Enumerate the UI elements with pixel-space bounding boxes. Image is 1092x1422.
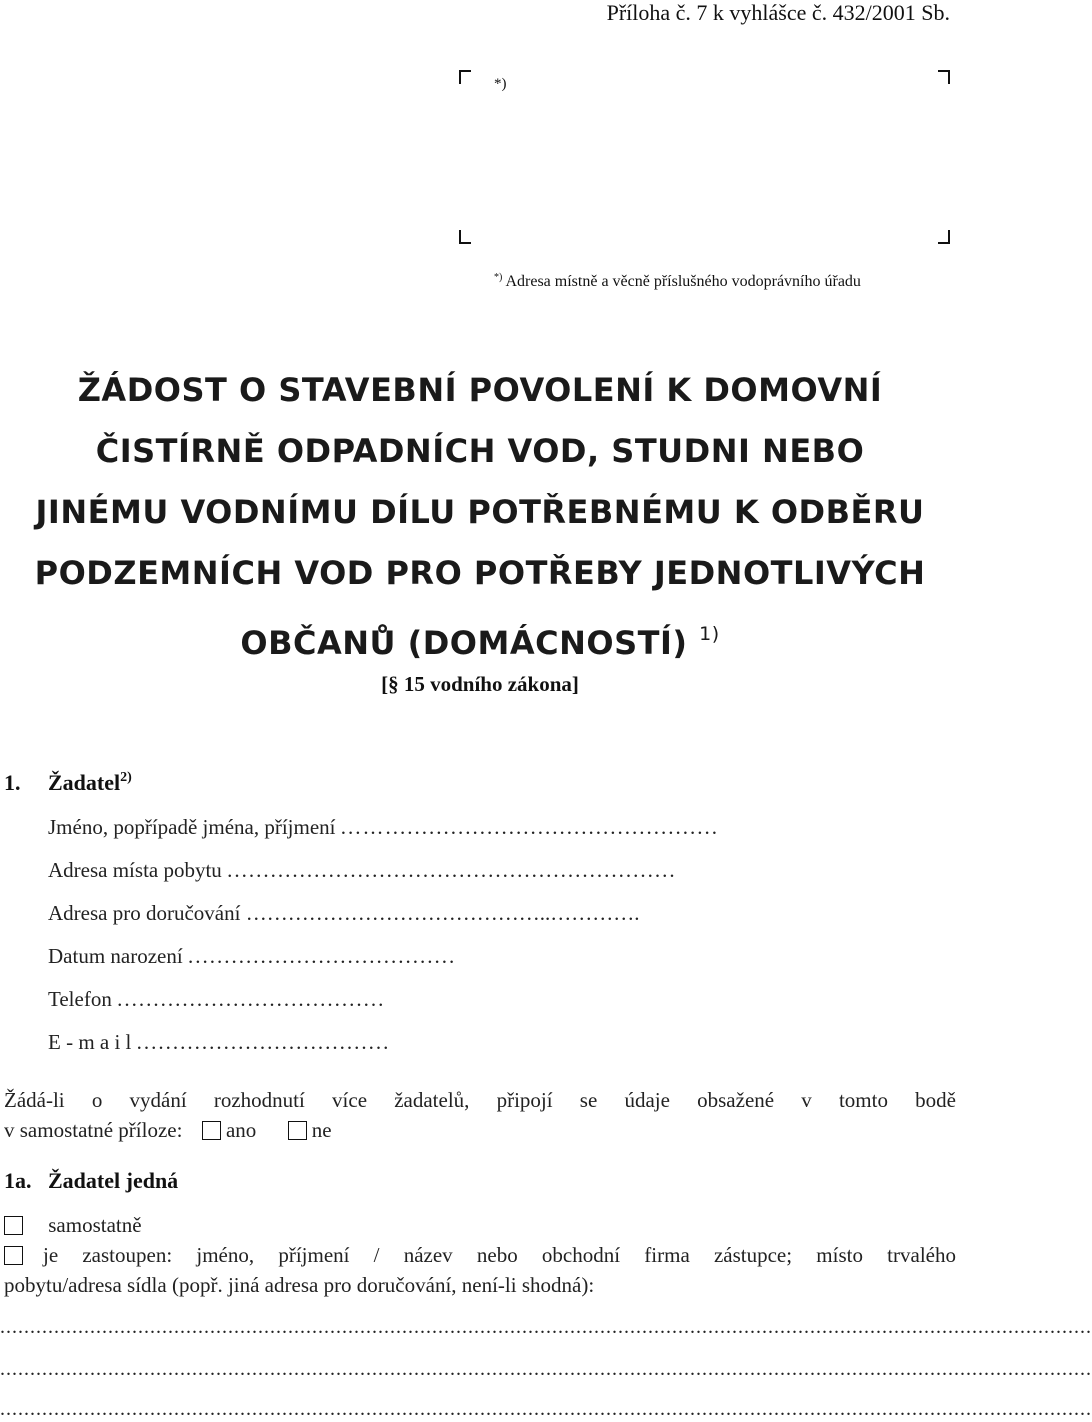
section-number: 1. xyxy=(4,770,21,795)
phone-dots: ..................................... xyxy=(117,987,386,1011)
residence-address-field[interactable] xyxy=(48,858,677,883)
section-title: Žadatel xyxy=(48,770,121,795)
represented-label: je zastoupen: jméno, příjmení / název nebo obchodní firma zástupce; místo trvalého xyxy=(43,1243,956,1267)
address-footnote-mark: *) xyxy=(494,272,503,283)
birth-label: Datum narození xyxy=(48,944,183,968)
separate-annex-label: v samostatné příloze: xyxy=(4,1118,183,1142)
residence-dots: .............................................................. xyxy=(227,858,677,882)
no-label: ne xyxy=(311,1118,332,1142)
annex-label: Příloha č. 7 k vyhlášce č. 432/2001 Sb. xyxy=(606,0,950,25)
represented-label-continued: pobytu/adresa sídla (popř. jiná adresa pro doručování, není-li shodná): xyxy=(4,1273,595,1297)
phone-label: Telefon xyxy=(48,987,112,1011)
acts-alone-label: samostatně xyxy=(48,1213,142,1237)
form-title-line: ŽÁDOST O STAVEBNÍ POVOLENÍ K DOMOVNÍ xyxy=(77,371,883,409)
delivery-dots: ……………………………………..…………. xyxy=(245,901,640,925)
name-label: Jméno, popřípadě jména, příjmení xyxy=(48,815,336,839)
form-title-line-text: OBČANŮ (DOMÁCNOSTÍ) xyxy=(240,624,688,662)
section-number: 1a. xyxy=(4,1168,32,1193)
section-1a-heading xyxy=(4,1168,178,1194)
represented-option xyxy=(4,1240,956,1270)
acts-alone-option xyxy=(4,1210,956,1240)
address-frame-corner-top-left xyxy=(459,70,471,84)
address-footnote xyxy=(494,272,861,291)
address-frame-corner-top-right xyxy=(938,70,950,84)
section-1-heading xyxy=(4,770,132,796)
multiple-applicants-note: Žádá-li o vydání rozhodnutí více žadatelů, připojí se údaje obsažené v tomto bodě xyxy=(4,1088,956,1112)
birth-dots: ..................................... xyxy=(187,944,457,968)
form-title xyxy=(0,360,960,674)
address-star-mark: *) xyxy=(494,76,507,92)
form-title-footnote-mark: 1) xyxy=(699,623,720,645)
yes-label: ano xyxy=(225,1118,257,1142)
delivery-address-field[interactable] xyxy=(48,901,639,926)
residence-label: Adresa místa pobytu xyxy=(48,858,222,882)
birth-date-field[interactable] xyxy=(48,944,456,969)
email-label: E - m a i l xyxy=(48,1030,132,1054)
form-title-line: ČISTÍRNĚ ODPADNÍCH VOD, STUDNI NEBO xyxy=(95,432,865,470)
multiple-applicants-options xyxy=(4,1115,956,1145)
address-frame-corner-bottom-left xyxy=(459,230,471,244)
address-frame-corner-bottom-right xyxy=(938,230,950,244)
name-dots: ...….............................................. xyxy=(340,815,720,839)
acts-alone-checkbox[interactable] xyxy=(4,1216,23,1235)
email-field[interactable] xyxy=(48,1030,390,1055)
address-footnote-text: Adresa místně a věcně příslušného vodoprávního úřadu xyxy=(505,273,861,290)
name-field[interactable] xyxy=(48,815,719,840)
blank-fill-line[interactable]: ...................................................................................................................................................................................... xyxy=(0,1358,1092,1380)
no-checkbox[interactable] xyxy=(288,1121,307,1140)
form-title-line: PODZEMNÍCH VOD PRO POTŘEBY JEDNOTLIVÝCH xyxy=(34,554,926,592)
phone-field[interactable] xyxy=(48,987,385,1012)
law-reference: [§ 15 vodního zákona] xyxy=(381,672,579,696)
blank-fill-line[interactable]: ...................................................................................................................................................................................... xyxy=(0,1316,1092,1338)
represented-checkbox[interactable] xyxy=(4,1246,23,1265)
section-title: Žadatel jedná xyxy=(48,1168,179,1193)
form-title-line: JINÉMU VODNÍMU DÍLU POTŘEBNÉMU K ODBĚRU xyxy=(35,493,925,531)
delivery-label: Adresa pro doručování xyxy=(48,901,241,925)
section-footnote-mark: 2) xyxy=(120,770,132,785)
blank-fill-line[interactable]: ...................................................................................................................................................................................... xyxy=(0,1398,1092,1420)
email-dots: ................................... xyxy=(136,1030,391,1054)
form-title-line xyxy=(0,604,960,674)
yes-checkbox[interactable] xyxy=(202,1121,221,1140)
